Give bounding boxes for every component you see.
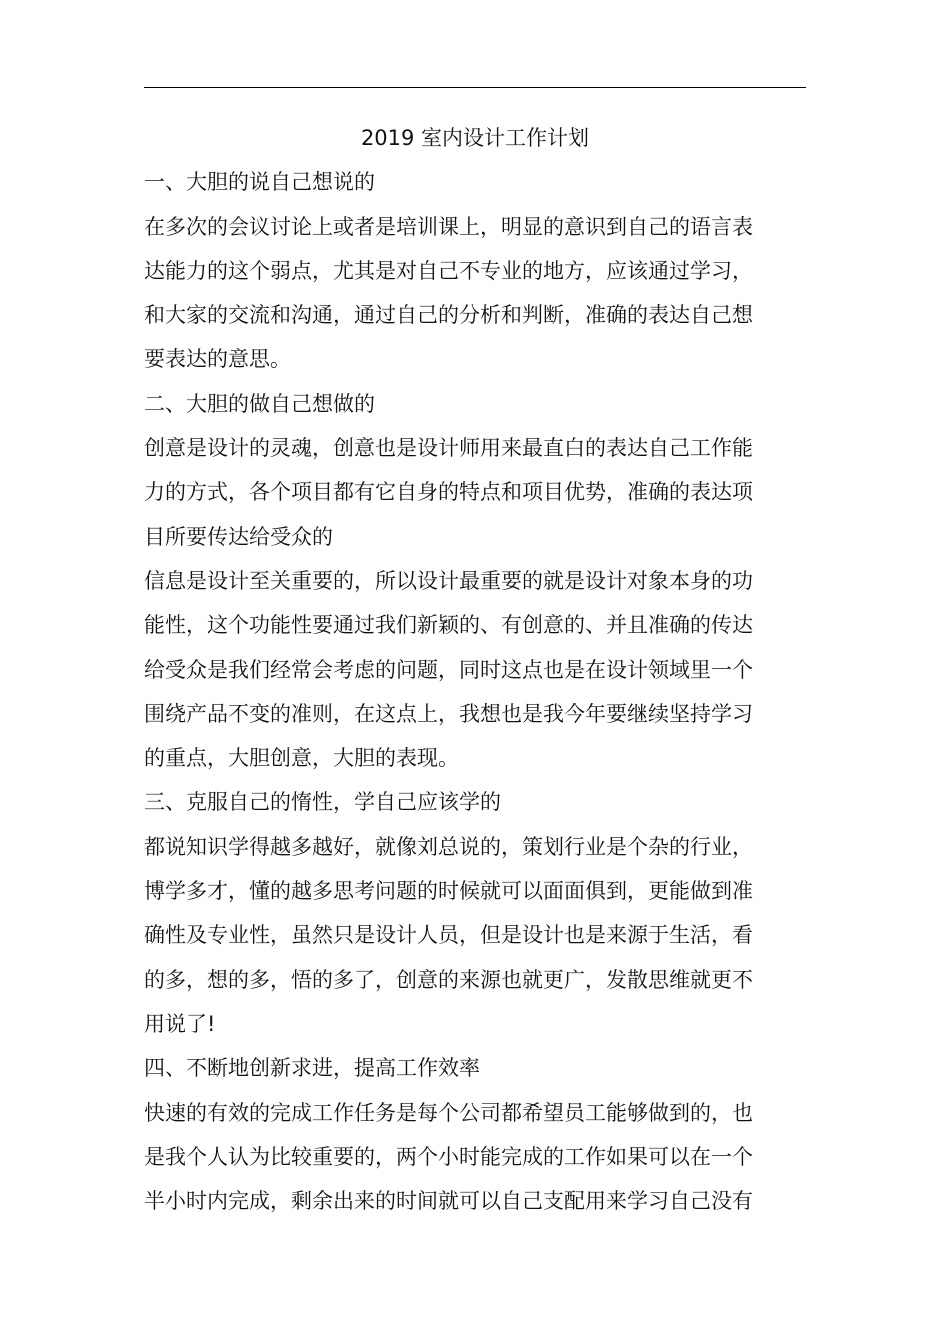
document-title: 2019 室内设计工作计划 <box>360 126 590 150</box>
section-heading-2: 二、大胆的做自己想做的 <box>144 391 375 416</box>
text-line: 力的方式，各个项目都有它自身的特点和项目优势，准确的表达项 <box>144 480 753 505</box>
text-line: 是我个人认为比较重要的，两个小时能完成的工作如果可以在一个 <box>144 1144 753 1169</box>
text-line: 半小时内完成，剩余出来的时间就可以自己支配用来学习自己没有 <box>144 1189 753 1214</box>
document-body <box>144 116 806 1223</box>
text-line: 信息是设计至关重要的，所以设计最重要的就是设计对象本身的功 <box>144 568 753 593</box>
text-line: 给受众是我们经常会考虑的问题，同时这点也是在设计领域里一个 <box>144 657 753 682</box>
text-line: 都说知识学得越多越好，就像刘总说的，策划行业是个杂的行业， <box>144 834 753 859</box>
text-line: 要表达的意思。 <box>144 347 291 372</box>
document-lines <box>144 160 806 1223</box>
section-heading-4: 四、不断地创新求进，提高工作效率 <box>144 1056 480 1081</box>
text-line: 快速的有效的完成工作任务是每个公司都希望员工能够做到的，也 <box>144 1100 753 1125</box>
text-line: 的重点，大胆创意，大胆的表现。 <box>144 746 459 771</box>
text-line: 的多，想的多，悟的多了，创意的来源也就更广，发散思维就更不 <box>144 967 753 992</box>
text-line: 在多次的会议讨论上或者是培训课上，明显的意识到自己的语言表 <box>144 214 753 239</box>
text-line: 确性及专业性，虽然只是设计人员，但是设计也是来源于生活，看 <box>144 923 753 948</box>
header-rule <box>144 87 806 88</box>
text-line: 创意是设计的灵魂，创意也是设计师用来最直白的表达自己工作能 <box>144 436 753 461</box>
section-heading-1: 一、大胆的说自己想说的 <box>144 170 375 195</box>
text-line: 达能力的这个弱点，尤其是对自己不专业的地方，应该通过学习， <box>144 258 753 283</box>
text-line: 目所要传达给受众的 <box>144 524 333 549</box>
text-line: 和大家的交流和沟通，通过自己的分析和判断，准确的表达自己想 <box>144 303 753 328</box>
text-line: 围绕产品不变的准则，在这点上，我想也是我今年要继续坚持学习 <box>144 701 753 726</box>
text-line: 用说了! <box>144 1011 216 1036</box>
text-line: 博学多才，懂的越多思考问题的时候就可以面面俱到，更能做到准 <box>144 879 753 904</box>
text-line: 能性，这个功能性要通过我们新颖的、有创意的、并且准确的传达 <box>144 613 753 638</box>
section-heading-3: 三、克服自己的惰性，学自己应该学的 <box>144 790 501 815</box>
